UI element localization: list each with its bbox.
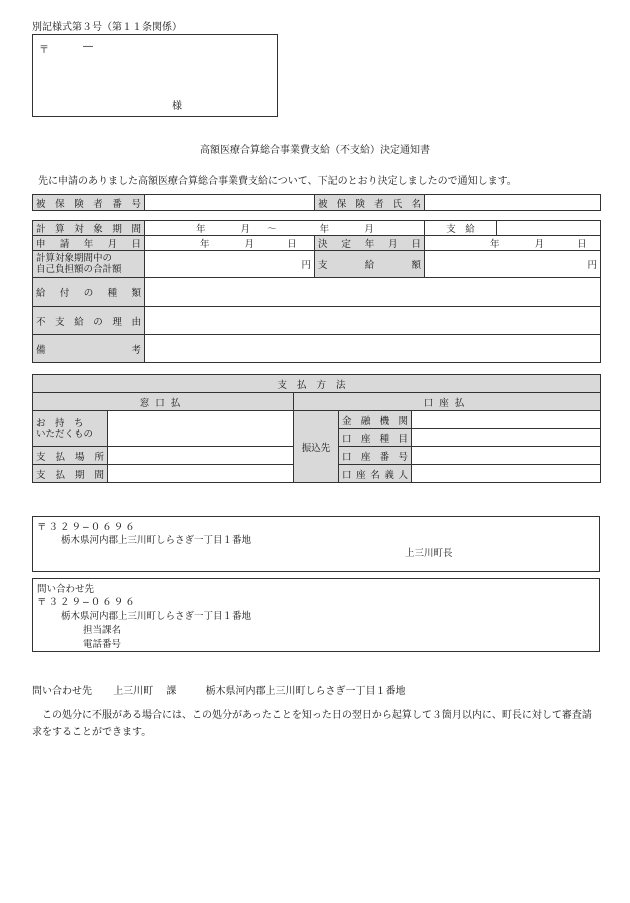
payment-amount-label-text: 支 給 額 bbox=[318, 260, 422, 271]
bottom-inquiry-label: 問い合わせ先 bbox=[32, 686, 92, 697]
account-type-value bbox=[412, 429, 601, 447]
application-date-label-text: 申 請 年 月 日 bbox=[36, 239, 141, 250]
account-holder-label bbox=[339, 465, 412, 483]
sender-postal: 〒３２９―０６９６ bbox=[37, 522, 137, 533]
intro-text: 先に申請のありました高額医療合算総合事業費支給について、下記のとおり決定しましたので通知します。 bbox=[38, 176, 517, 187]
insured-name-value bbox=[425, 195, 601, 211]
non-payment-reason-value bbox=[145, 307, 601, 335]
period-to-month: 月 bbox=[364, 224, 374, 235]
bank-label bbox=[339, 411, 412, 429]
inquiry-address: 栃木県河内郡上三川町しらさぎ一丁目１番地 bbox=[61, 611, 252, 622]
benefit-type-value bbox=[145, 278, 601, 307]
sender-mayor: 上三川町長 bbox=[405, 548, 453, 559]
sender-address: 栃木県河内郡上三川町しらさぎ一丁目１番地 bbox=[61, 535, 252, 546]
period-from-year: 年 bbox=[196, 224, 206, 235]
application-year: 年 bbox=[200, 239, 210, 250]
bring-items-label bbox=[33, 411, 108, 447]
insured-number-value bbox=[145, 195, 315, 211]
account-number-label bbox=[339, 447, 412, 465]
postal-dash: ― bbox=[83, 41, 93, 52]
inquiry-phone-label: 電話番号 bbox=[83, 639, 122, 650]
insured-name-label bbox=[315, 195, 425, 211]
self-pay-label-line2: 自己負担額の合計額 bbox=[36, 264, 122, 275]
period-tilde: 〜 bbox=[267, 224, 277, 235]
payment-value bbox=[497, 221, 601, 236]
decision-day: 日 bbox=[577, 239, 587, 250]
honorific: 様 bbox=[172, 101, 182, 112]
self-pay-value: 円 bbox=[145, 251, 315, 278]
bank-value bbox=[412, 411, 601, 429]
transfer-label: 振込先 bbox=[294, 411, 339, 483]
application-month: 月 bbox=[244, 239, 255, 250]
inquiry-section-label: 担当課名 bbox=[83, 625, 122, 636]
period-from-month: 月 bbox=[240, 224, 251, 235]
bottom-section: 課 bbox=[166, 686, 177, 697]
sender-block bbox=[32, 516, 600, 572]
payment-period-label-text: 支 払 期 間 bbox=[36, 469, 104, 481]
period-to-year: 年 bbox=[319, 224, 330, 235]
period-value bbox=[145, 221, 425, 236]
bottom-inquiry-line bbox=[32, 682, 406, 697]
benefit-type-label bbox=[33, 278, 145, 307]
decision-date-value bbox=[425, 236, 601, 251]
remarks-label bbox=[33, 335, 145, 363]
document-title: 高額医療合算総合事業費支給（不支給）決定通知書 bbox=[200, 145, 430, 156]
payment-place-label-text: 支 払 場 所 bbox=[36, 451, 104, 463]
bank-label-text: 金 融 機 関 bbox=[342, 415, 408, 427]
non-payment-reason-label-text: 不 支 給 の 理 由 bbox=[36, 316, 141, 328]
decision-date-label-text: 決 定 年 月 日 bbox=[318, 239, 422, 250]
account-number-value bbox=[412, 447, 601, 465]
payment-period-value bbox=[108, 465, 294, 483]
payment-method-header: 支払方法 bbox=[33, 375, 601, 393]
decision-year: 年 bbox=[490, 239, 500, 250]
payment-place-label bbox=[33, 447, 108, 465]
postal-mark: 〒 bbox=[39, 45, 49, 56]
inquiry-postal: 〒３２９―０６９６ bbox=[37, 597, 137, 608]
bottom-address: 栃木県河内郡上三川町しらさぎ一丁目１番地 bbox=[205, 686, 406, 697]
window-payment-header: 窓口払 bbox=[33, 393, 294, 411]
payment-period-label bbox=[33, 465, 108, 483]
application-day: 日 bbox=[287, 239, 297, 250]
form-number: 別記様式第３号（第１１条関係） bbox=[32, 22, 182, 33]
account-type-label-text: 口 座 種 目 bbox=[342, 433, 408, 445]
inquiry-label: 問い合わせ先 bbox=[37, 584, 95, 595]
payment-place-value bbox=[108, 447, 294, 465]
application-date-value bbox=[145, 236, 315, 251]
insured-table bbox=[32, 194, 601, 211]
payment-amount-value: 円 bbox=[425, 251, 601, 278]
self-pay-label-line1: 計算対象期間中の bbox=[36, 253, 113, 264]
payment-amount-label bbox=[315, 251, 425, 278]
application-date-label bbox=[33, 236, 145, 251]
account-type-label bbox=[339, 429, 412, 447]
account-payment-header: 口座払 bbox=[294, 393, 601, 411]
inquiry-block bbox=[32, 578, 600, 652]
bring-items-value bbox=[108, 411, 294, 447]
benefit-type-label-text: 給 付 の 種 類 bbox=[36, 288, 141, 299]
decision-date-label bbox=[315, 236, 425, 251]
bring-items-label-line1: お 持 ち bbox=[36, 417, 84, 429]
period-label bbox=[33, 221, 145, 236]
account-number-label-text: 口 座 番 号 bbox=[342, 451, 408, 463]
remarks-value bbox=[145, 335, 601, 363]
details-table bbox=[32, 220, 601, 363]
payment-method-table bbox=[32, 374, 601, 483]
insured-number-label bbox=[33, 195, 145, 211]
appeal-notice: この処分に不服がある場合には、この処分があったことを知った日の翌日から起算して３箇月以内に、町長に対して審査請求をすることができます。 bbox=[32, 710, 592, 738]
period-label-text: 計 算 対 象 期 間 bbox=[36, 224, 141, 235]
recipient-address-box bbox=[32, 34, 278, 117]
insured-name-label-text: 被 保 険 者 氏 名 bbox=[318, 198, 421, 210]
remarks-label-text: 備 考 bbox=[36, 344, 141, 356]
self-pay-label bbox=[33, 251, 145, 278]
decision-month: 月 bbox=[534, 239, 545, 250]
account-holder-value bbox=[412, 465, 601, 483]
insured-number-label-text: 被 保 険 者 番 号 bbox=[36, 198, 141, 210]
payment-label: 支 給 bbox=[425, 221, 497, 236]
non-payment-reason-label bbox=[33, 307, 145, 335]
bring-items-label-line2: いただくもの bbox=[36, 428, 94, 440]
bottom-town: 上三川町 bbox=[113, 686, 154, 697]
account-holder-label-text: 口 座 名 義 人 bbox=[342, 469, 408, 481]
